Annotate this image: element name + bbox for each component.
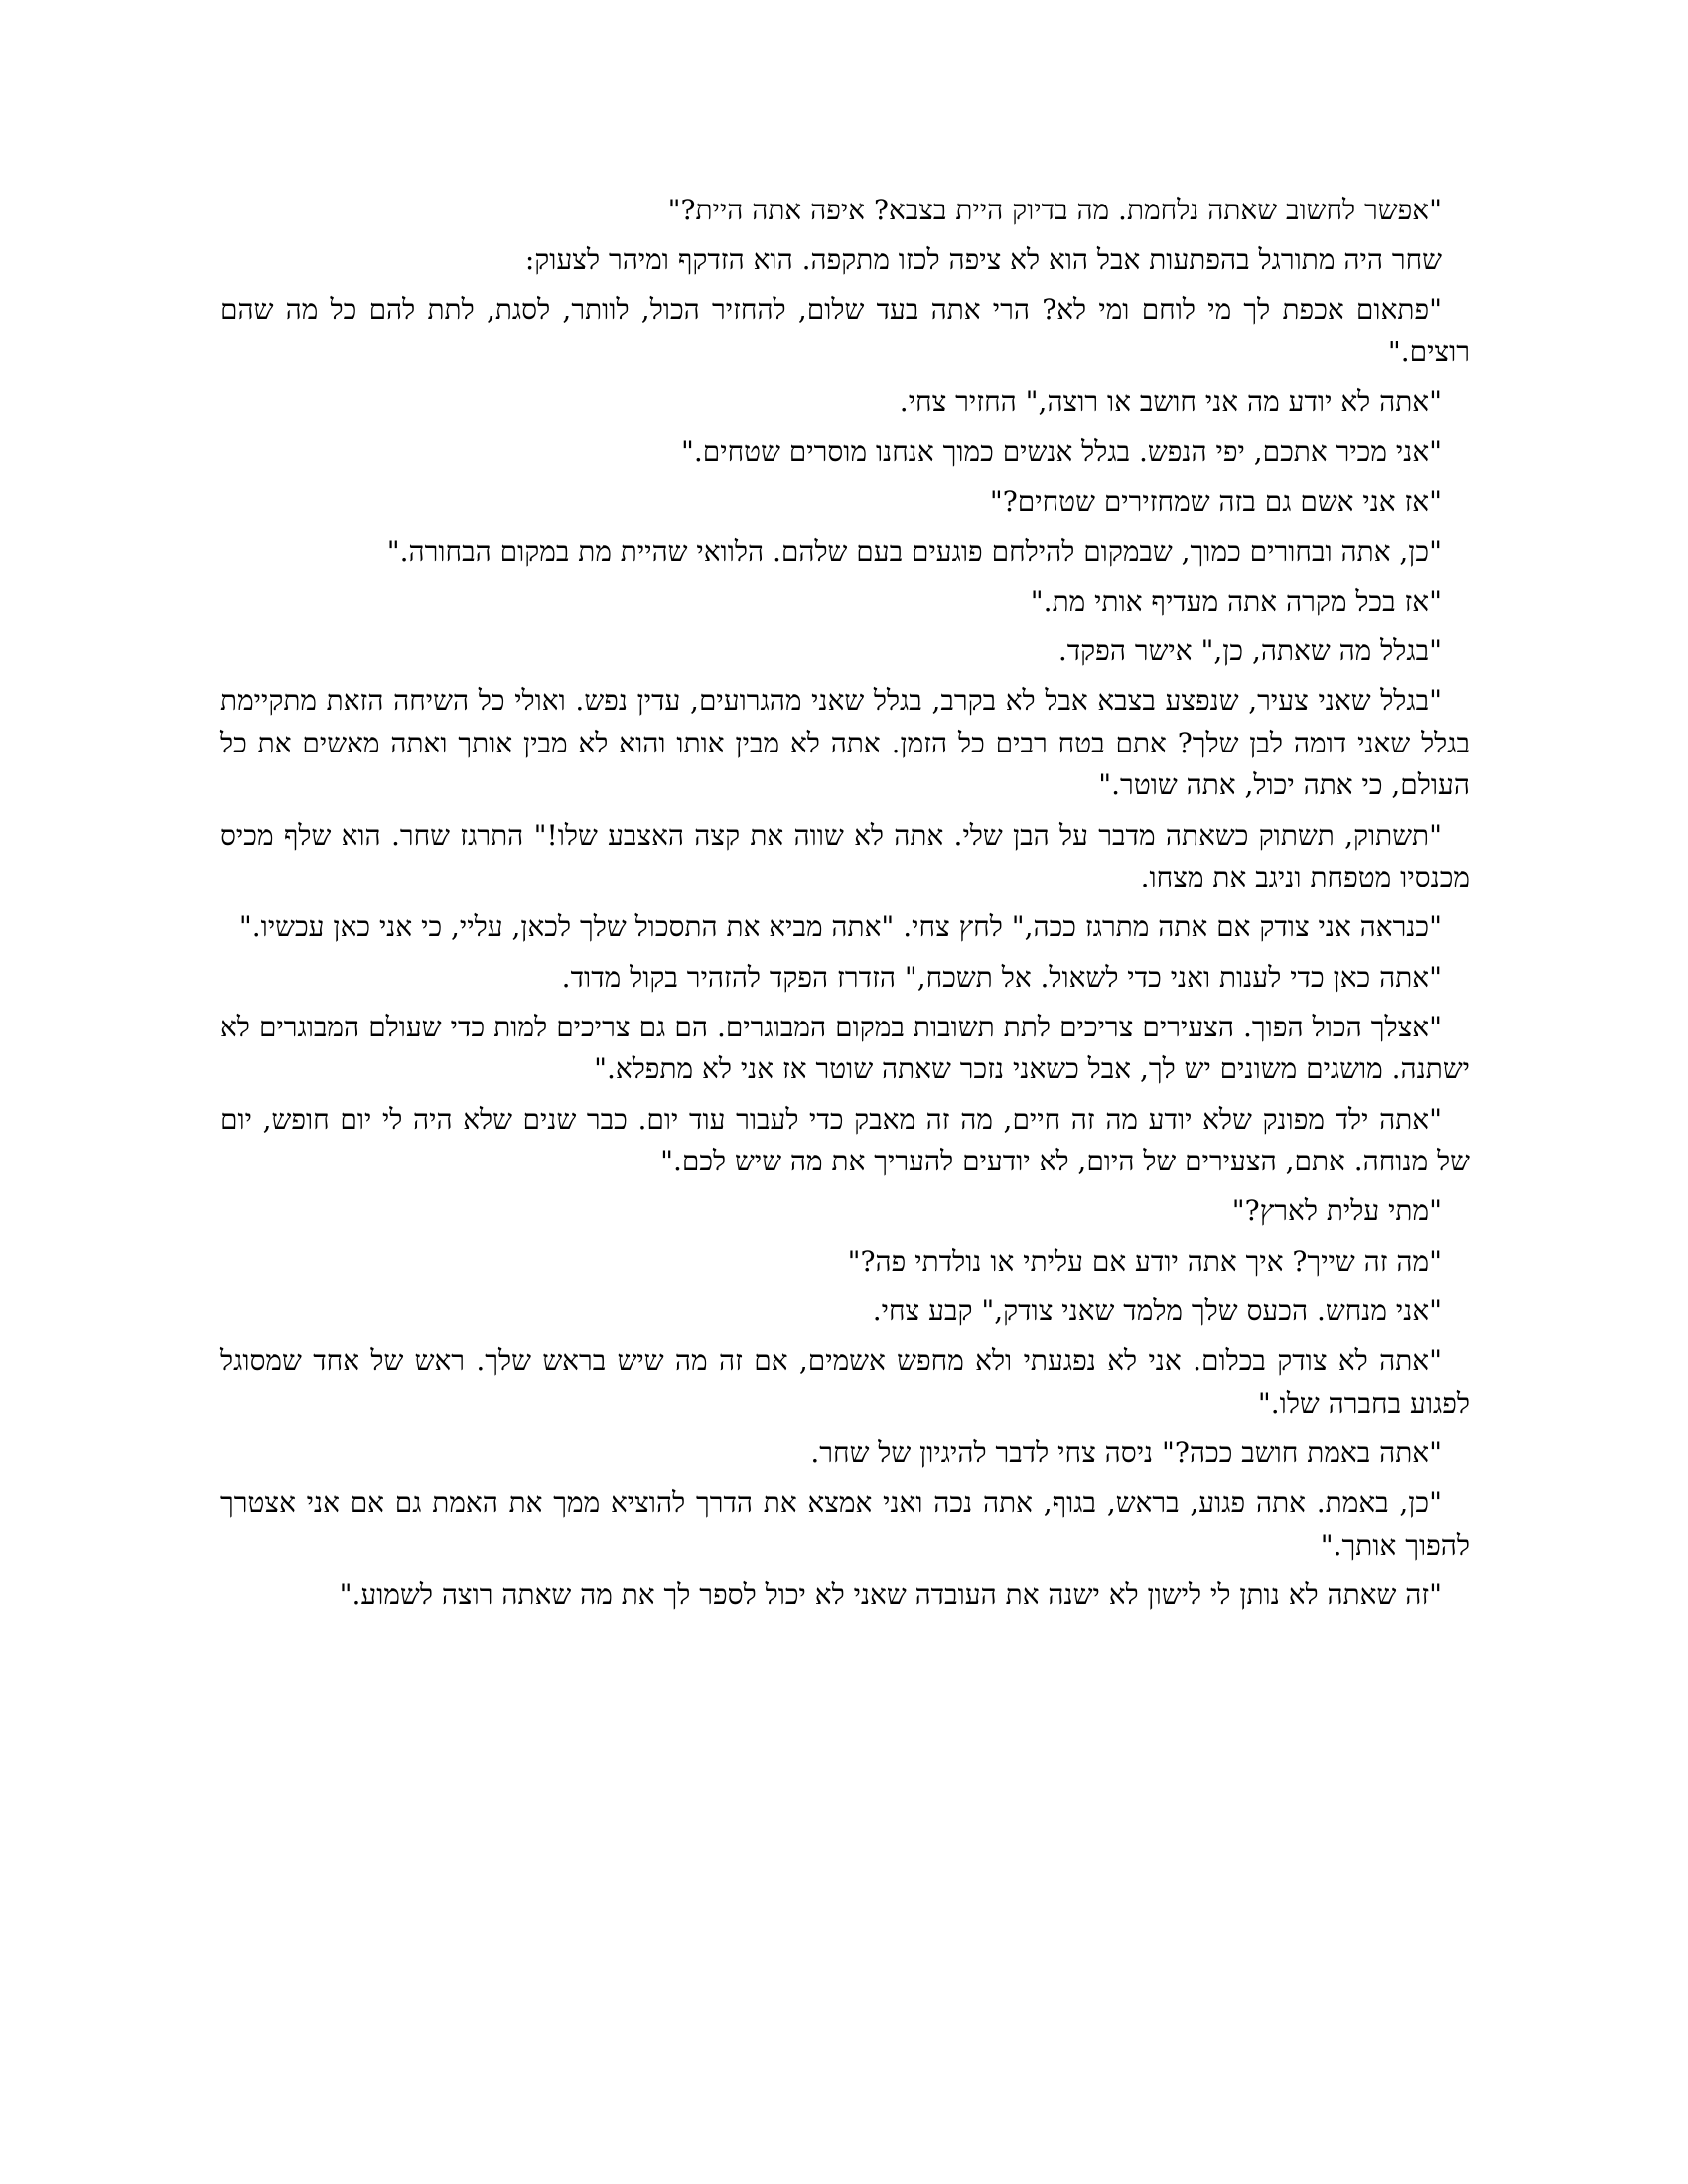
paragraph: "כן, באמת. אתה פגוע, בראש, בגוף, אתה נכה ואני אמצא את הדרך להוציא ממך את האמת גם אם אני אצטרך להפוך אותך." <box>220 1485 1470 1562</box>
paragraph: "אז אני אשם גם בזה שמחזירים שטחים?" <box>989 484 1442 518</box>
paragraph: "מתי עלית לארץ?" <box>1231 1194 1442 1228</box>
paragraph: "בגלל מה שאתה, כן," אישר הפקד. <box>1057 634 1442 668</box>
paragraph: "פתאום אכפת לך מי לוחם ומי לא? הרי אתה בעד שלום, להחזיר הכול, לוותר, לסגת, לתת להם כל מה שהם רוצים." <box>220 293 1470 368</box>
paragraph: "אתה באמת חושב ככה?" ניסה צחי לדבר להיגיון של שחר. <box>810 1435 1442 1469</box>
paragraph: "כנראה אני צודק אם אתה מתרגז ככה," לחץ צחי. "אתה מביא את התסכול שלך לכאן, עליי, כי אני כאן עכשיו." <box>238 910 1442 944</box>
paragraph: "אתה ילד מפונק שלא יודע מה זה חיים, מה זה מאבק כדי לעבור עוד יום. כבר שנים שלא היה לי יום חופש, יום של מנוחה. אתם, הצעירים של היום, לא יודעים להעריך את מה שיש לכם." <box>220 1102 1470 1178</box>
paragraph: "אתה כאן כדי לענות ואני כדי לשאול. אל תשכח," הזדרז הפקד להזהיר בקול מדוד. <box>561 960 1442 994</box>
paragraph: "זה שאתה לא נותן לי לישון לא ישנה את העובדה שאני לא יכול לספר לך את מה שאתה רוצה לשמוע." <box>339 1577 1442 1611</box>
paragraph: "אתה לא צודק בכלום. אני לא נפגעתי ולא מחפש אשמים, אם זה מה שיש בראש שלך. ראש של אחד שמסוגל לפגוע בחברה שלו." <box>220 1343 1470 1420</box>
paragraph: "בגלל שאני צעיר, שנפצע בצבא אבל לא בקרב, בגלל שאני מהגרועים, עדין נפש. ואולי כל השיחה הזאת מתקיימת בגלל שאני דומה לבן שלך? אתם בטח רבים כל הזמן. אתה לא מבין אותו והוא לא מבין אותך ואתה מאשים את כל העולם, כי אתה יכול, אתה שוטר." <box>220 684 1470 802</box>
paragraph: "אתה לא יודע מה אני חושב או רוצה," החזיר צחי. <box>899 385 1442 419</box>
paragraph: "אני מכיר אתכם, יפי הנפש. בגלל אנשים כמוך אנחנו מוסרים שטחים." <box>681 435 1442 469</box>
paragraph: "כן, אתה ובחורים כמוך, שבמקום להילחם פוגעים בעם שלהם. הלוואי שהיית מת במקום הבחורה." <box>386 534 1442 568</box>
paragraph: "אני מנחש. הכעס שלך מלמד שאני צודק," קבע צחי. <box>872 1294 1442 1327</box>
paragraph: "אז בכל מקרה אתה מעדיף אותי מת." <box>1030 584 1442 617</box>
body-text <box>220 190 1470 1624</box>
paragraph: "תשתוק, תשתוק כשאתה מדבר על הבן שלי. אתה לא שווה את קצה האצבע שלו!" התרגז שחר. הוא שלף מכיס מכנסיו מטפחת וניגב את מצחו. <box>220 818 1470 894</box>
paragraph: "מה זה שייך? איך אתה יודע אם עליתי או נולדתי פה?" <box>847 1244 1442 1278</box>
paragraph: "אפשר לחשוב שאתה נלחמת. מה בדיוק היית בצבא? איפה אתה היית?" <box>667 194 1442 226</box>
paragraph: "אצלך הכול הפוך. הצעירים צריכים לתת תשובות במקום המבוגרים. הם גם צריכים למות כדי שעולם המבוגרים לא ישתנה. מושגים משונים יש לך, אבל כשאני נזכר שאתה שוטר אז אני לא מתפלא." <box>220 1010 1470 1086</box>
paragraph: שחר היה מתורגל בהפתעות אבל הוא לא ציפה לכזו מתקפה. הוא הזדקף ומיהר לצעוק: <box>524 243 1442 277</box>
